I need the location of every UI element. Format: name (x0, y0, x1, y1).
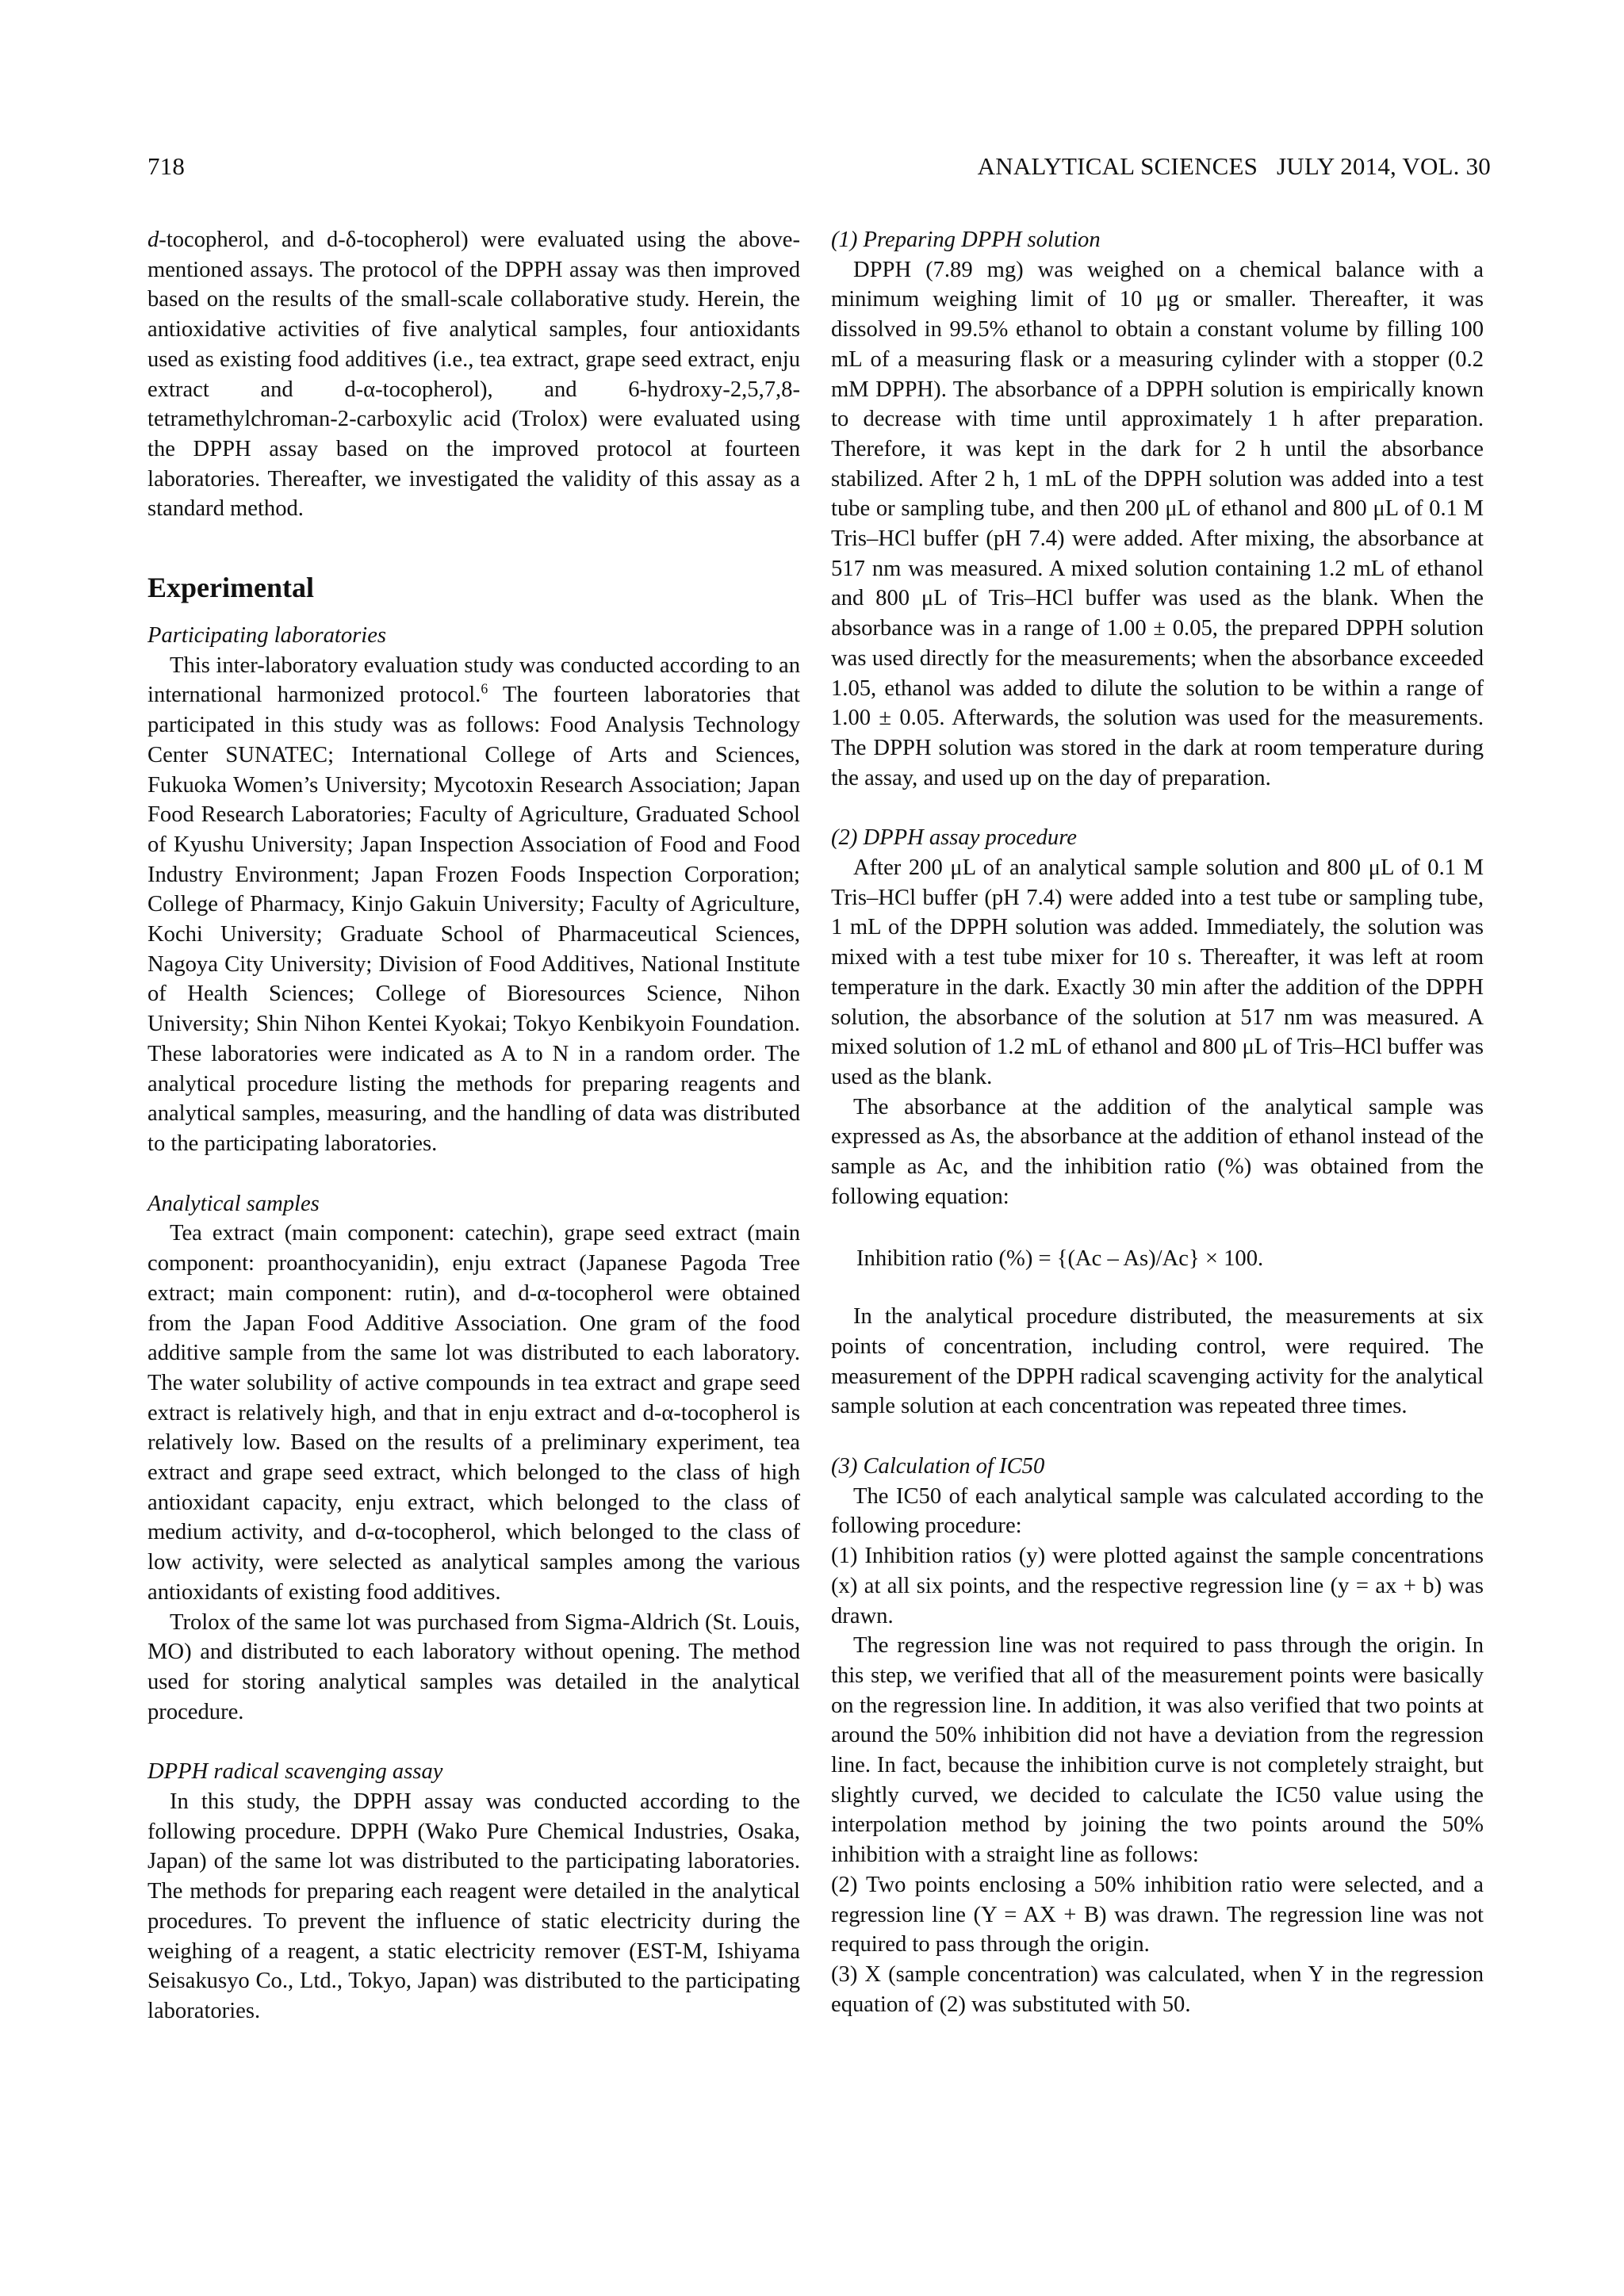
reference-mark: 6 (481, 680, 488, 697)
analytical-samples-heading: Analytical samples (147, 1191, 320, 1216)
participating-paragraph: This inter-laboratory evaluation study was conducted according to an international harmonized protocol.$^6$ The fourteen laboratories that participated in this study was as follows: Food Analysis Technology Center SUNATEC; International College of Arts and Sciences, Fukuoka Women’s University; Mycotoxin Research Association; Japan Food Research Laboratories; Faculty of Agriculture, Graduated School of Kyushu University; Japan Inspection Association of Food and Food Industry Environment; Japan Frozen Foods Inspection Corporation; College of Pharmacy, Kinjo Gakuin University; Faculty of Agriculture, Kochi University; Graduate School of Pharmaceutical Sciences, Nagoya City University; Division of Food Additives, National Institute of Health Sciences; College of Bioresources Science, Nihon University; Shin Nihon Kentei Kyokai; Tokyo Kenbikyoin Foundation. These laboratories were indicated as A to N in a random order. The analytical procedure listing the methods for preparing reagents and analytical samples, measuring, and the handling of data was distributed to the participating laboratories. (147, 652, 800, 1156)
calculation-step-3: (3) X (sample concentration) was calculated, when Y in the regression equation of (2) was substituted with 50. (831, 1961, 1484, 2017)
page-number: 718 (147, 152, 186, 180)
dpph-paragraph: In this study, the DPPH assay was conducted according to the following procedure. DPPH (Wako Pure Chemical Industries, Osaka, Japan) of the same lot was distributed to the participating laboratories. The methods for preparing each reagent were detailed in the analytical procedures. To prevent the influence of static electricity during the weighing of a reagent, a static electricity remover (EST-M, Ishiyama Seisakusyo Co., Ltd., Tokyo, Japan) was distributed to the participating laboratories. (147, 1789, 800, 2023)
procedure-heading: (2) DPPH assay procedure (831, 825, 1077, 851)
dpph-assay-heading: DPPH radical scavenging assay (147, 1759, 443, 1785)
analytical-paragraph-2: Trolox of the same lot was purchased from Sigma-Aldrich (St. Louis, MO) and distributed to each laboratory without opening. The method used for storing analytical samples was detailed in the analytical procedure. (147, 1609, 800, 1724)
experimental-heading: Experimental (147, 572, 314, 604)
left-column (147, 225, 800, 2026)
prep-paragraph: DPPH (7.89 mg) was weighed on a chemical balance with a minimum weighing limit of 10 μg or smaller. Thereafter, it was dissolved in 99.5% ethanol to obtain a constant volume by filling 100 mL of a measuring flask or a measuring cylinder with a stopper (0.2 mM DPPH). The absorbance of a DPPH solution is empirically known to decrease with time until approximately 1 h after preparation. Therefore, it was kept in the dark for 2 h until the absorbance stabilized. After 2 h, 1 mL of the DPPH solution was added into a test tube or sampling tube, and then 200 μL of ethanol and 800 μL of 0.1 M Tris–HCl buffer (pH 7.4) were added. After mixing, the absorbance at 517 nm was measured. A mixed solution containing 1.2 mL of ethanol and 800 μL of Tris–HCl buffer was used as the blank. When the absorbance was in a range of 1.00 ± 0.05, the prepared DPPH solution was used directly for the measurements; when the absorbance exceeded 1.05, ethanol was added to dilute the solution to be within a range of 1.00 ± 0.05. Afterwards, the solution was used for the measurements. The DPPH solution was stored in the dark at room temperature during the assay, and used up on the day of preparation. (831, 257, 1484, 790)
intro-paragraph: d-tocopherol, and d-δ-tocopherol) were evaluated using the above-mentioned assays. The protocol of the DPPH assay was then improved based on the results of the small-scale collaborative study. Herein, the antioxidative activities of five analytical samples, four antioxidants used as existing food additives (i.e., tea extract, grape seed extract, enju extract and d-α-tocopherol), and 6-hydroxy-2,5,7,8-tetramethylchroman-2-carboxylic acid (Trolox) were evaluated using the DPPH assay based on the improved protocol at fourteen laboratories. Thereafter, we investigated the validity of this assay as a standard method. (147, 228, 800, 522)
participating-heading: Participating laboratories (147, 623, 387, 649)
calculation-step-1: (1) Inhibition ratios (y) were plotted against the sample concentrations (x) at all six points, and the respective regression line (y = ax + b) was drawn. (831, 1544, 1484, 1628)
running-title: ANALYTICAL SCIENCES JULY 2014, VOL. 30 (977, 152, 1491, 180)
calculation-paragraph-2: The regression line was not required to pass through the origin. In this step, we verified that all of the measurement points were basically on the regression line. In addition, it was also verified that two points at around the 50% inhibition did not have a deviation from the regression line. In fact, because the inhibition curve is not completely straight, but slightly curved, we decided to calculate the IC50 value using the interpolation method by joining the two points around the 50% inhibition with a straight line as follows: (831, 1633, 1484, 1868)
calculation-paragraph-1: The IC50 of each analytical sample was calculated according to the following procedure: (831, 1483, 1484, 1539)
procedure-paragraph-2: The absorbance at the addition of the analytical sample was expressed as As, the absorbance at the addition of ethanol instead of the sample as Ac, and the inhibition ratio (%) was obtained from the following equation: (831, 1094, 1484, 1209)
analytical-paragraph-1: Tea extract (main component: catechin), grape seed extract (main component: proanthocyanidin), enju extract (Japanese Pagoda Tree extract; main component: rutin), and d-α-tocopherol were obtained from the Japan Food Additive Association. One gram of the food additive sample from the same lot was distributed to each laboratory. The water solubility of active compounds in tea extract and grape seed extract is relatively high, and that in enju extract and d-α-tocopherol is relatively low. Based on the results of a preliminary experiment, tea extract and grape seed extract, which belonged to the class of high antioxidant capacity, enju extract, which belonged to the class of medium activity, and d-α-tocopherol, which belonged to the class of low activity, were selected as analytical samples among the various antioxidants of existing food additives. (147, 1221, 800, 1605)
calculation-heading: (3) Calculation of IC50 (831, 1454, 1045, 1479)
procedure-paragraph-3: In the analytical procedure distributed, the measurements at six points of concentration, including control, were required. The measurement of the DPPH radical scavenging activity for the analytical sample solution at each concentration was repeated three times. (831, 1304, 1484, 1419)
inhibition-equation: Inhibition ratio (%) = {(Ac – As)/Ac} × 100. (856, 1246, 1264, 1271)
procedure-paragraph-1: After 200 μL of an analytical sample solution and 800 μL of 0.1 M Tris–HCl buffer (pH 7.4) were added into a test tube or sampling tube, 1 mL of the DPPH solution was added. Immediately, the solution was mixed with a test tube mixer for 10 s. Thereafter, it was left at room temperature in the dark. Exactly 30 min after the addition of the DPPH solution, the absorbance of the solution at 517 nm was measured. A mixed solution of 1.2 mL of ethanol and 800 μL of Tris–HCl buffer was used as the blank. (831, 855, 1484, 1089)
prep-heading: (1) Preparing DPPH solution (831, 228, 1101, 252)
right-column (831, 225, 1484, 2019)
calculation-step-2: (2) Two points enclosing a 50% inhibition ratio were selected, and a regression line (Y = AX + B) was drawn. The regression line was not required to pass through the origin. (831, 1872, 1484, 1957)
